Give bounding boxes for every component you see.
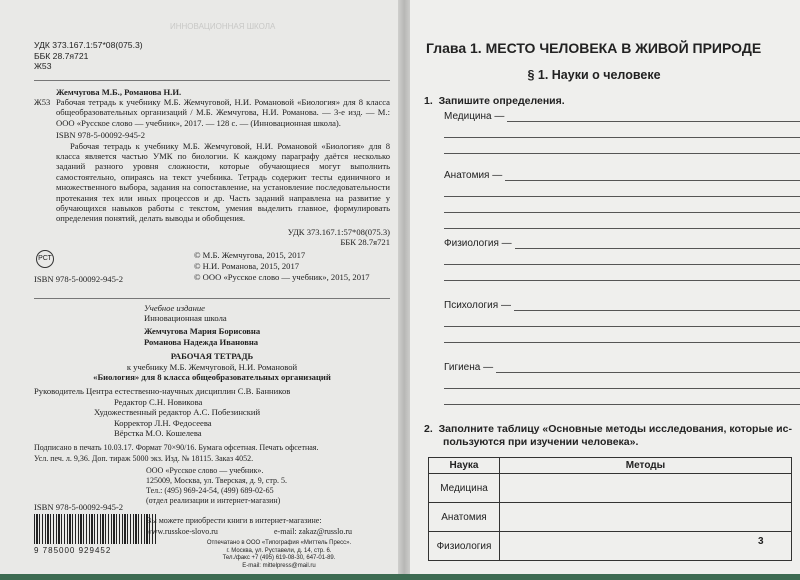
table-row (429, 503, 792, 532)
book-subtitle-1: к учебнику М.Б. Жемчуговой, Н.И. Романовой (126, 361, 298, 372)
table-cell-methods[interactable] (500, 532, 792, 561)
section-title: § 1. Науки о человеке (527, 68, 661, 82)
barcode-number: 9 785000 929452 (34, 546, 112, 556)
answer-line[interactable] (444, 213, 800, 229)
table-cell-methods[interactable] (500, 474, 792, 503)
annotation: Рабочая тетрадь к учебнику М.Б. Жемчуговой, Н.И. Романовой «Биология» для 8 класса является частью УМК по биологии. К каждому параграфу даётся несколько заданий разного уровня сложности, которые обучающиеся могут выполнить самостоятельно, опираясь на текст учебника. Тетрадь содержит тесты единичного и множественного выбора, задания на сопоставление, на установление последовательности протекания тех или иных процессов и др. Часть заданий направлена на развитие у обучающихся навыков работы с текстом, умения выделить главное, формулировать определения понятий, делать выводы и обобщения. (56, 140, 390, 224)
website-link[interactable]: www.russkoe-slovo.ru (146, 527, 218, 537)
chapter-title: Глава 1. МЕСТО ЧЕЛОВЕКА В ЖИВОЙ ПРИРОДЕ (426, 40, 762, 56)
certification-logo: РСТ (36, 250, 54, 268)
table-header-science: Наука (429, 458, 500, 474)
series: Инновационная школа (144, 313, 227, 323)
book-title: РАБОЧАЯ ТЕТРАДЬ (170, 351, 254, 362)
left-page (0, 0, 402, 574)
right-page (410, 0, 800, 574)
publisher-2: 125009, Москва, ул. Тверская, д. 9, стр. 5. (146, 476, 287, 486)
table-header-methods: Методы (500, 458, 792, 474)
bbk-2: ББК 28.7я721 (340, 237, 390, 248)
copyright-3: © ООО «Русское слово — учебник», 2015, 2017 (194, 271, 370, 282)
task-1-number: 1. (424, 95, 433, 107)
buy-text: Вы можете приобрести книги в интернет-магазине: (146, 516, 322, 526)
answer-line[interactable] (444, 373, 800, 389)
task-2-number: 2. (424, 423, 433, 435)
udk: УДК 373.167.1:57*08(075.3) (34, 40, 143, 50)
staff-art-editor: Художественный редактор А.С. Побезинский (94, 407, 261, 418)
table-row (429, 474, 792, 503)
def-row (444, 229, 800, 249)
answer-line[interactable] (496, 361, 800, 373)
edition-type: Учебное издание (144, 302, 205, 313)
answer-line[interactable] (444, 327, 800, 343)
table-cell-science: Физиология (429, 532, 500, 561)
answer-line[interactable] (514, 299, 800, 311)
divider (34, 80, 390, 81)
def-label: Физиология — (444, 238, 512, 249)
task-1-text: Запишите определения. (438, 95, 565, 107)
printer-line-4: E-mail: mittelpress@mail.ru (242, 562, 316, 569)
staff-layout: Вёрстка М.О. Кошелева (114, 428, 202, 439)
author-full-1: Жемчугова Мария Борисовна (144, 326, 261, 337)
authors: Жемчугова М.Б., Романова Н.И. (56, 86, 182, 97)
def-row (444, 281, 800, 311)
def-row (444, 343, 800, 373)
answer-line[interactable] (444, 265, 800, 281)
def-label: Психология — (444, 300, 511, 311)
definitions (444, 107, 800, 405)
desc-code: Ж53 (34, 96, 51, 107)
printer-line-1: Отпечатано в ООО «Типография «Миттель Пресс». (206, 540, 352, 547)
answer-line[interactable] (515, 237, 800, 249)
answer-line[interactable] (444, 197, 800, 213)
answer-line[interactable] (444, 138, 800, 154)
print-info-2: Усл. печ. л. 9,36. Доп. тираж 5000 экз. Изд. № 18115. Заказ 4052. (34, 453, 254, 463)
answer-line[interactable] (507, 110, 800, 122)
table-cell-methods[interactable] (500, 503, 792, 532)
staff-editor: Редактор С.Н. Новикова (114, 396, 203, 407)
isbn: ISBN 978-5-00092-945-2 (56, 130, 146, 141)
email-link[interactable]: e-mail: zakaz@russlo.ru (274, 527, 353, 537)
publisher-1: ООО «Русское слово — учебник». (146, 466, 264, 476)
def-row (444, 107, 800, 122)
printer-info (164, 540, 394, 570)
staff-corrector: Корректор Л.Н. Федосеева (114, 417, 212, 428)
answer-line[interactable] (505, 169, 800, 181)
isbn-3: ISBN 978-5-00092-945-2 (34, 502, 124, 513)
def-label: Анатомия — (444, 170, 503, 181)
table-cell-science: Анатомия (429, 503, 500, 532)
udk-2: УДК 373.167.1:57*08(075.3) (287, 226, 390, 237)
methods-table (428, 457, 792, 561)
publisher-3: Тел.: (495) 969-24-54, (499) 689-02-65 (146, 486, 274, 496)
table-row (429, 532, 792, 561)
task-2-text-1: Заполните таблицу «Основные методы исследования, которые ис- (438, 423, 792, 435)
author-full-2: Романова Надежда Ивановна (144, 336, 259, 347)
def-label: Медицина — (444, 111, 505, 122)
copyright-1: © М.Б. Жемчугова, 2015, 2017 (194, 249, 306, 260)
printer-line-2: г. Москва, ул. Руставели, д. 14, стр. 6. (226, 547, 332, 554)
answer-line[interactable] (444, 389, 800, 405)
table-cell-science: Медицина (429, 474, 500, 503)
task-1-heading (424, 95, 800, 107)
answer-line[interactable] (444, 249, 800, 265)
def-label: Гигиена — (444, 362, 494, 373)
barcode (34, 514, 156, 544)
bbk: ББК 28.7я721 (34, 50, 89, 61)
book-code: Ж53 (34, 61, 52, 71)
table-header-row (429, 458, 792, 474)
page-number: 3 (758, 536, 764, 547)
faded-header: ИННОВАЦИОННАЯ ШКОЛА (170, 22, 276, 31)
description: Рабочая тетрадь к учебнику М.Б. Жемчуговой, Н.И. Романовой «Биология» для 8 класса общеобразовательных организаций / М.Б. Жемчугова, Н.И. Романова. — 3-е изд. — М.: ООО «Русское слово — учебник», 2017. — 128 с. — (Инновационная школа). (56, 96, 390, 128)
isbn-2: ISBN 978-5-00092-945-2 (34, 273, 124, 284)
answer-line[interactable] (444, 311, 800, 327)
task-2-text-2: пользуются при изучении человека». (443, 436, 639, 448)
divider (34, 298, 390, 299)
staff-head: Руководитель Центра естественно-научных дисциплин С.В. Банников (34, 386, 291, 397)
task-2-heading (424, 423, 796, 449)
def-row (444, 154, 800, 181)
copyright-2: © Н.И. Романова, 2015, 2017 (194, 260, 300, 271)
book-subtitle-2: «Биология» для 8 класса общеобразовательных организаций (93, 372, 331, 383)
answer-line[interactable] (444, 181, 800, 197)
print-info-1: Подписано в печать 10.03.17. Формат 70×90/16. Бумага офсетная. Печать офсетная. (34, 443, 319, 453)
printer-line-3: Тел./факс +7 (495) 619-08-30, 647-01-89. (222, 555, 336, 562)
answer-line[interactable] (444, 122, 800, 138)
publisher-4: (отдел реализации и интернет-магазин) (146, 496, 281, 506)
